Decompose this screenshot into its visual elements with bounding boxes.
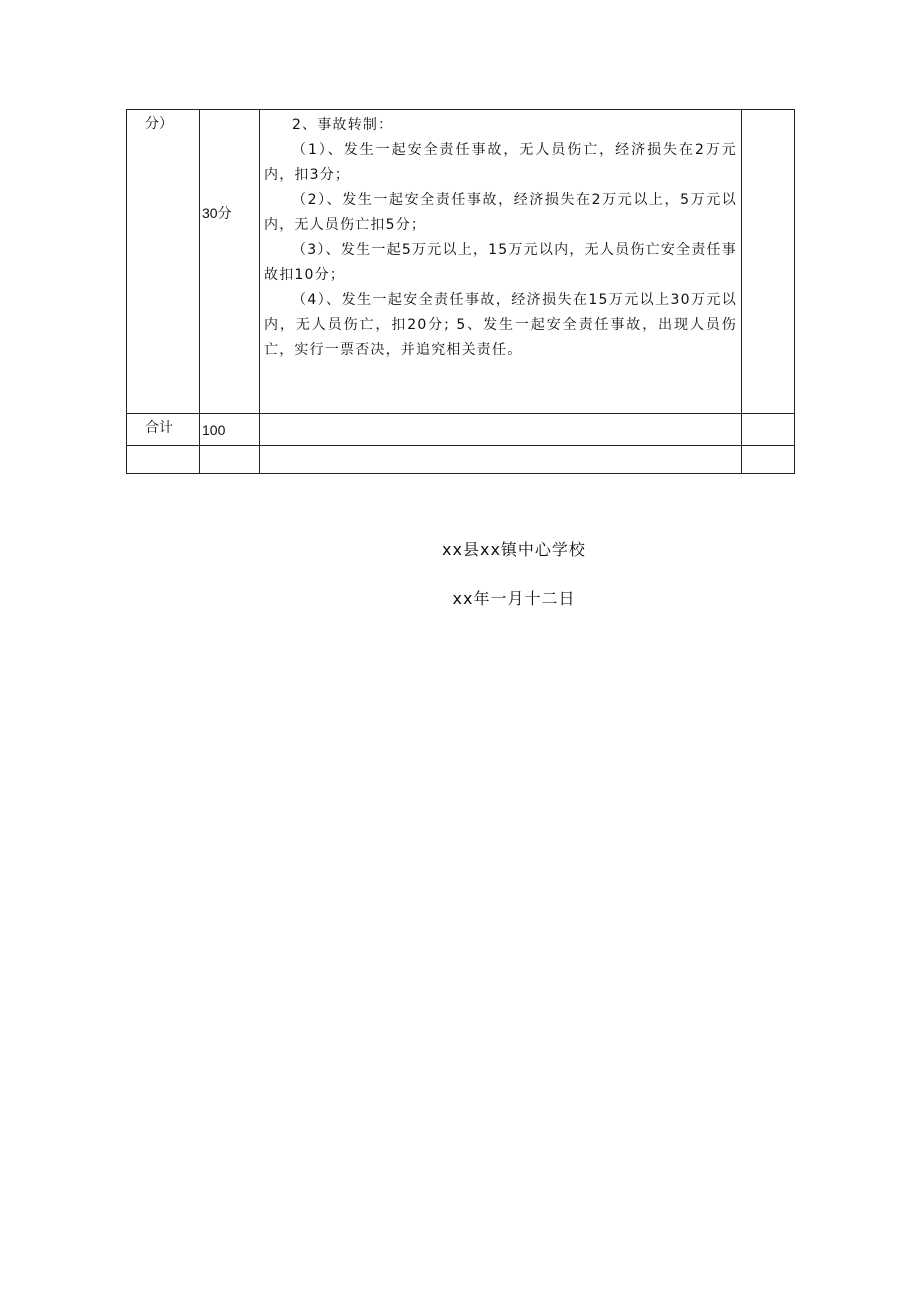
detail-line: （3）、发生一起5万元以上，15万元以内，无人员伤亡安全责任事故扣10分； (264, 242, 737, 283)
detail-line: （4）、发生一起安全责任事故，经济损失在15万元以上30万元以内，无人员伤亡，扣20分; 5、发生一起安全责任事故，出现人员伤亡，实行一票否决，并追究相关责任。 (264, 292, 737, 358)
empty-cell (127, 446, 200, 474)
score-table (126, 109, 795, 474)
item-cell (127, 110, 200, 414)
total-score-cell (200, 414, 260, 446)
remark-cell (742, 110, 795, 414)
detail-cell (260, 110, 742, 414)
empty-cell (742, 446, 795, 474)
empty-cell (260, 446, 742, 474)
total-row (127, 414, 795, 446)
detail-line: 2、事故转制： (292, 117, 394, 133)
total-label-cell (127, 414, 200, 446)
score-text: 30分 (202, 205, 232, 221)
signature-date: xx年一月十二日 (452, 589, 576, 608)
total-remark-cell (742, 414, 795, 446)
detail-line: （1）、发生一起安全责任事故，无人员伤亡，经济损失在2万元内，扣3分； (264, 142, 737, 183)
empty-row (127, 446, 795, 474)
score-cell (200, 110, 260, 414)
table-row (127, 110, 795, 414)
detail-line: （2）、发生一起安全责任事故，经济损失在2万元以上，5万元以内，无人员伤亡扣5分； (264, 192, 737, 233)
detail-text (260, 110, 741, 363)
total-score: 100 (202, 422, 226, 438)
item-text: 分） (145, 116, 173, 132)
signature-organization: xx县xx镇中心学校 (442, 540, 586, 559)
total-label: 合计 (145, 420, 173, 436)
total-detail-cell (260, 414, 742, 446)
empty-cell (200, 446, 260, 474)
